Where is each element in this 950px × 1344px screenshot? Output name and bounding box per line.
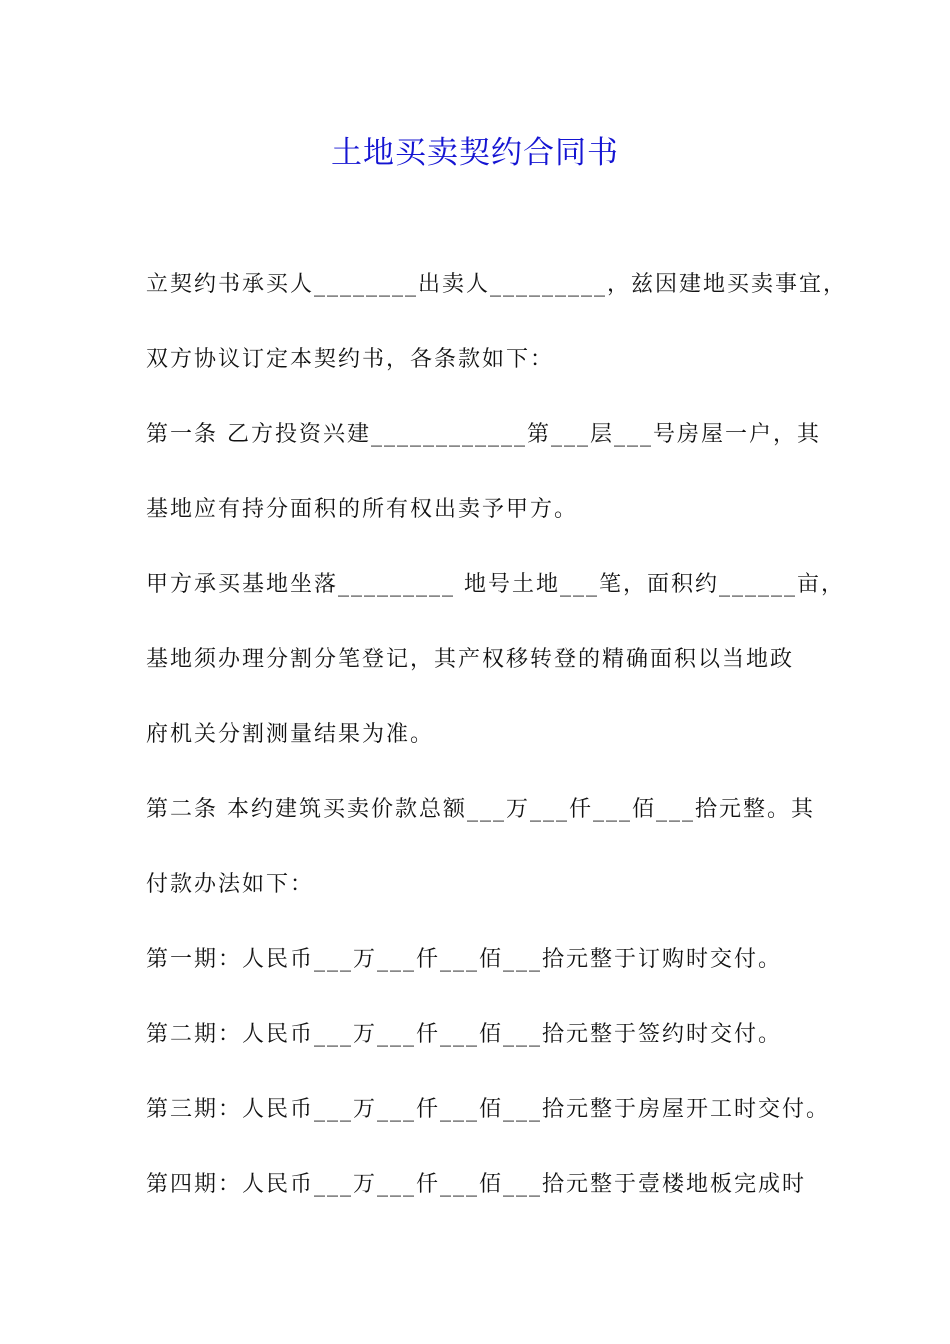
document-title: 土地买卖契约合同书 (331, 135, 619, 171)
text-line: 双方协议订定本契约书，各条款如下： (146, 347, 555, 372)
text-line: 立契约书承买人________出卖人_________，兹因建地买卖事宜， (146, 272, 848, 297)
text-line: 付款办法如下： (146, 872, 315, 897)
text-line: 第一条 乙方投资兴建____________第___层___号房屋一户，其 (146, 422, 821, 447)
text-line: 甲方承买基地坐落_________ 地号土地___笔，面积约______亩， (146, 572, 845, 597)
text-line: 第二条 本约建筑买卖价款总额___万___仟___佰___拾元整。其 (146, 797, 815, 822)
text-line: 基地应有持分面积的所有权出卖予甲方。 (146, 497, 579, 522)
text-line: 第三期：人民币___万___仟___佰___拾元整于房屋开工时交付。 (146, 1097, 831, 1122)
text-line: 第四期：人民币___万___仟___佰___拾元整于壹楼地板完成时 (146, 1172, 807, 1197)
text-line: 基地须办理分割分笔登记，其产权移转登的精确面积以当地政 (146, 647, 795, 672)
text-line: 第一期：人民币___万___仟___佰___拾元整于订购时交付。 (146, 947, 783, 972)
text-line: 府机关分割测量结果为准。 (146, 722, 435, 747)
text-line: 第二期：人民币___万___仟___佰___拾元整于签约时交付。 (146, 1022, 783, 1047)
